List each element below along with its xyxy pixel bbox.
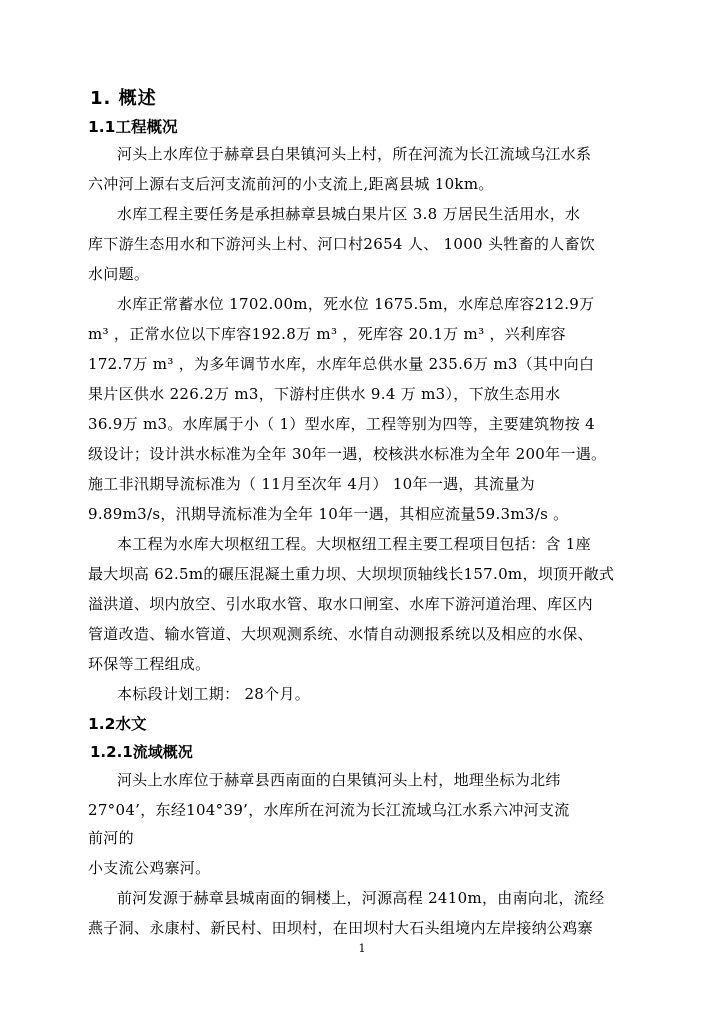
heading-project-overview: 1.1工程概况 <box>88 118 178 136</box>
text-line: 172.7万 m³ ，为多年调节水库，水库年总供水量 235.6万 m3（其中向白 <box>88 355 595 373</box>
text-line: 最大坝高 62.5m的碾压混凝土重力坝、大坝坝顶轴线长157.0m，坝顶开敞式 <box>88 565 615 583</box>
text-line: 27°04’，东经104°39’，水库所在河流为长江流域乌江水系六冲河支流 <box>88 801 570 819</box>
text-line: 河头上水库位于赫章县西南面的白果镇河头上村，地理坐标为北纬 <box>117 771 561 789</box>
text-line: 小支流公鸡寨河。 <box>88 859 211 877</box>
text-line: 库下游生态用水和下游河头上村、河口村2654 人、 1000 头牲畜的人畜饮 <box>88 235 596 253</box>
heading-basin-overview: 1.2.1流域概况 <box>90 743 193 761</box>
text-line: 果片区供水 226.2万 m3，下游村庄供水 9.4 万 m3），下放生态用水 <box>88 385 561 403</box>
text-line: 施工非汛期导流标准为（ 11月至次年 4月） 10年一遇，其流量为 <box>88 475 535 493</box>
text-line: 六冲河上源右支后河支流前河的小支流上,距离县城 10km。 <box>88 175 494 193</box>
text-line: 本标段计划工期： 28个月。 <box>117 685 311 703</box>
text-line: 环保等工程组成。 <box>88 655 211 673</box>
text-line: 水问题。 <box>88 265 150 283</box>
text-line: 溢洪道、坝内放空、引水取水管、取水口闸室、水库下游河道治理、库区内 <box>88 595 593 613</box>
text-line: 燕子洞、永康村、新民村、田坝村，在田坝村大石头组境内左岸接纳公鸡寨 <box>88 919 593 937</box>
text-line: 河头上水库位于赫章县白果镇河头上村，所在河流为长江流域乌江水系 <box>117 145 592 163</box>
text-line: 前河发源于赫章县城南面的铜楼上，河源高程 2410m，由南向北，流经 <box>117 889 605 907</box>
text-line: 前河的 <box>88 829 134 847</box>
page-number: 1 <box>358 942 366 955</box>
text-line: 本工程为水库大坝枢纽工程。大坝枢纽工程主要工程项目包括：含 1座 <box>117 535 591 553</box>
text-line: m³ ，正常水位以下库容192.8万 m³ ，死库容 20.1万 m³ ，兴利库容 <box>88 325 566 343</box>
text-line: 9.89m3/s，汛期导流标准为全年 10年一遇，其相应流量59.3m3/s 。 <box>88 505 569 523</box>
text-line: 36.9万 m3。水库属于小（ 1）型水库，工程等别为四等，主要建筑物按 4 <box>88 415 595 433</box>
heading-hydrology: 1.2水文 <box>88 715 147 733</box>
text-line: 水库正常蓄水位 1702.00m，死水位 1675.5m，水库总库容212.9万 <box>117 295 595 313</box>
text-line: 管道改造、输水管道、大坝观测系统、水情自动测报系统以及相应的水保、 <box>88 625 593 643</box>
heading-overview: 1. 概述 <box>90 88 157 109</box>
text-line: 水库工程主要任务是承担赫章县城白果片区 3.8 万居民生活用水，水 <box>117 205 581 223</box>
text-line: 级设计；设计洪水标准为全年 30年一遇，校核洪水标准为全年 200年一遇。 <box>88 445 607 463</box>
